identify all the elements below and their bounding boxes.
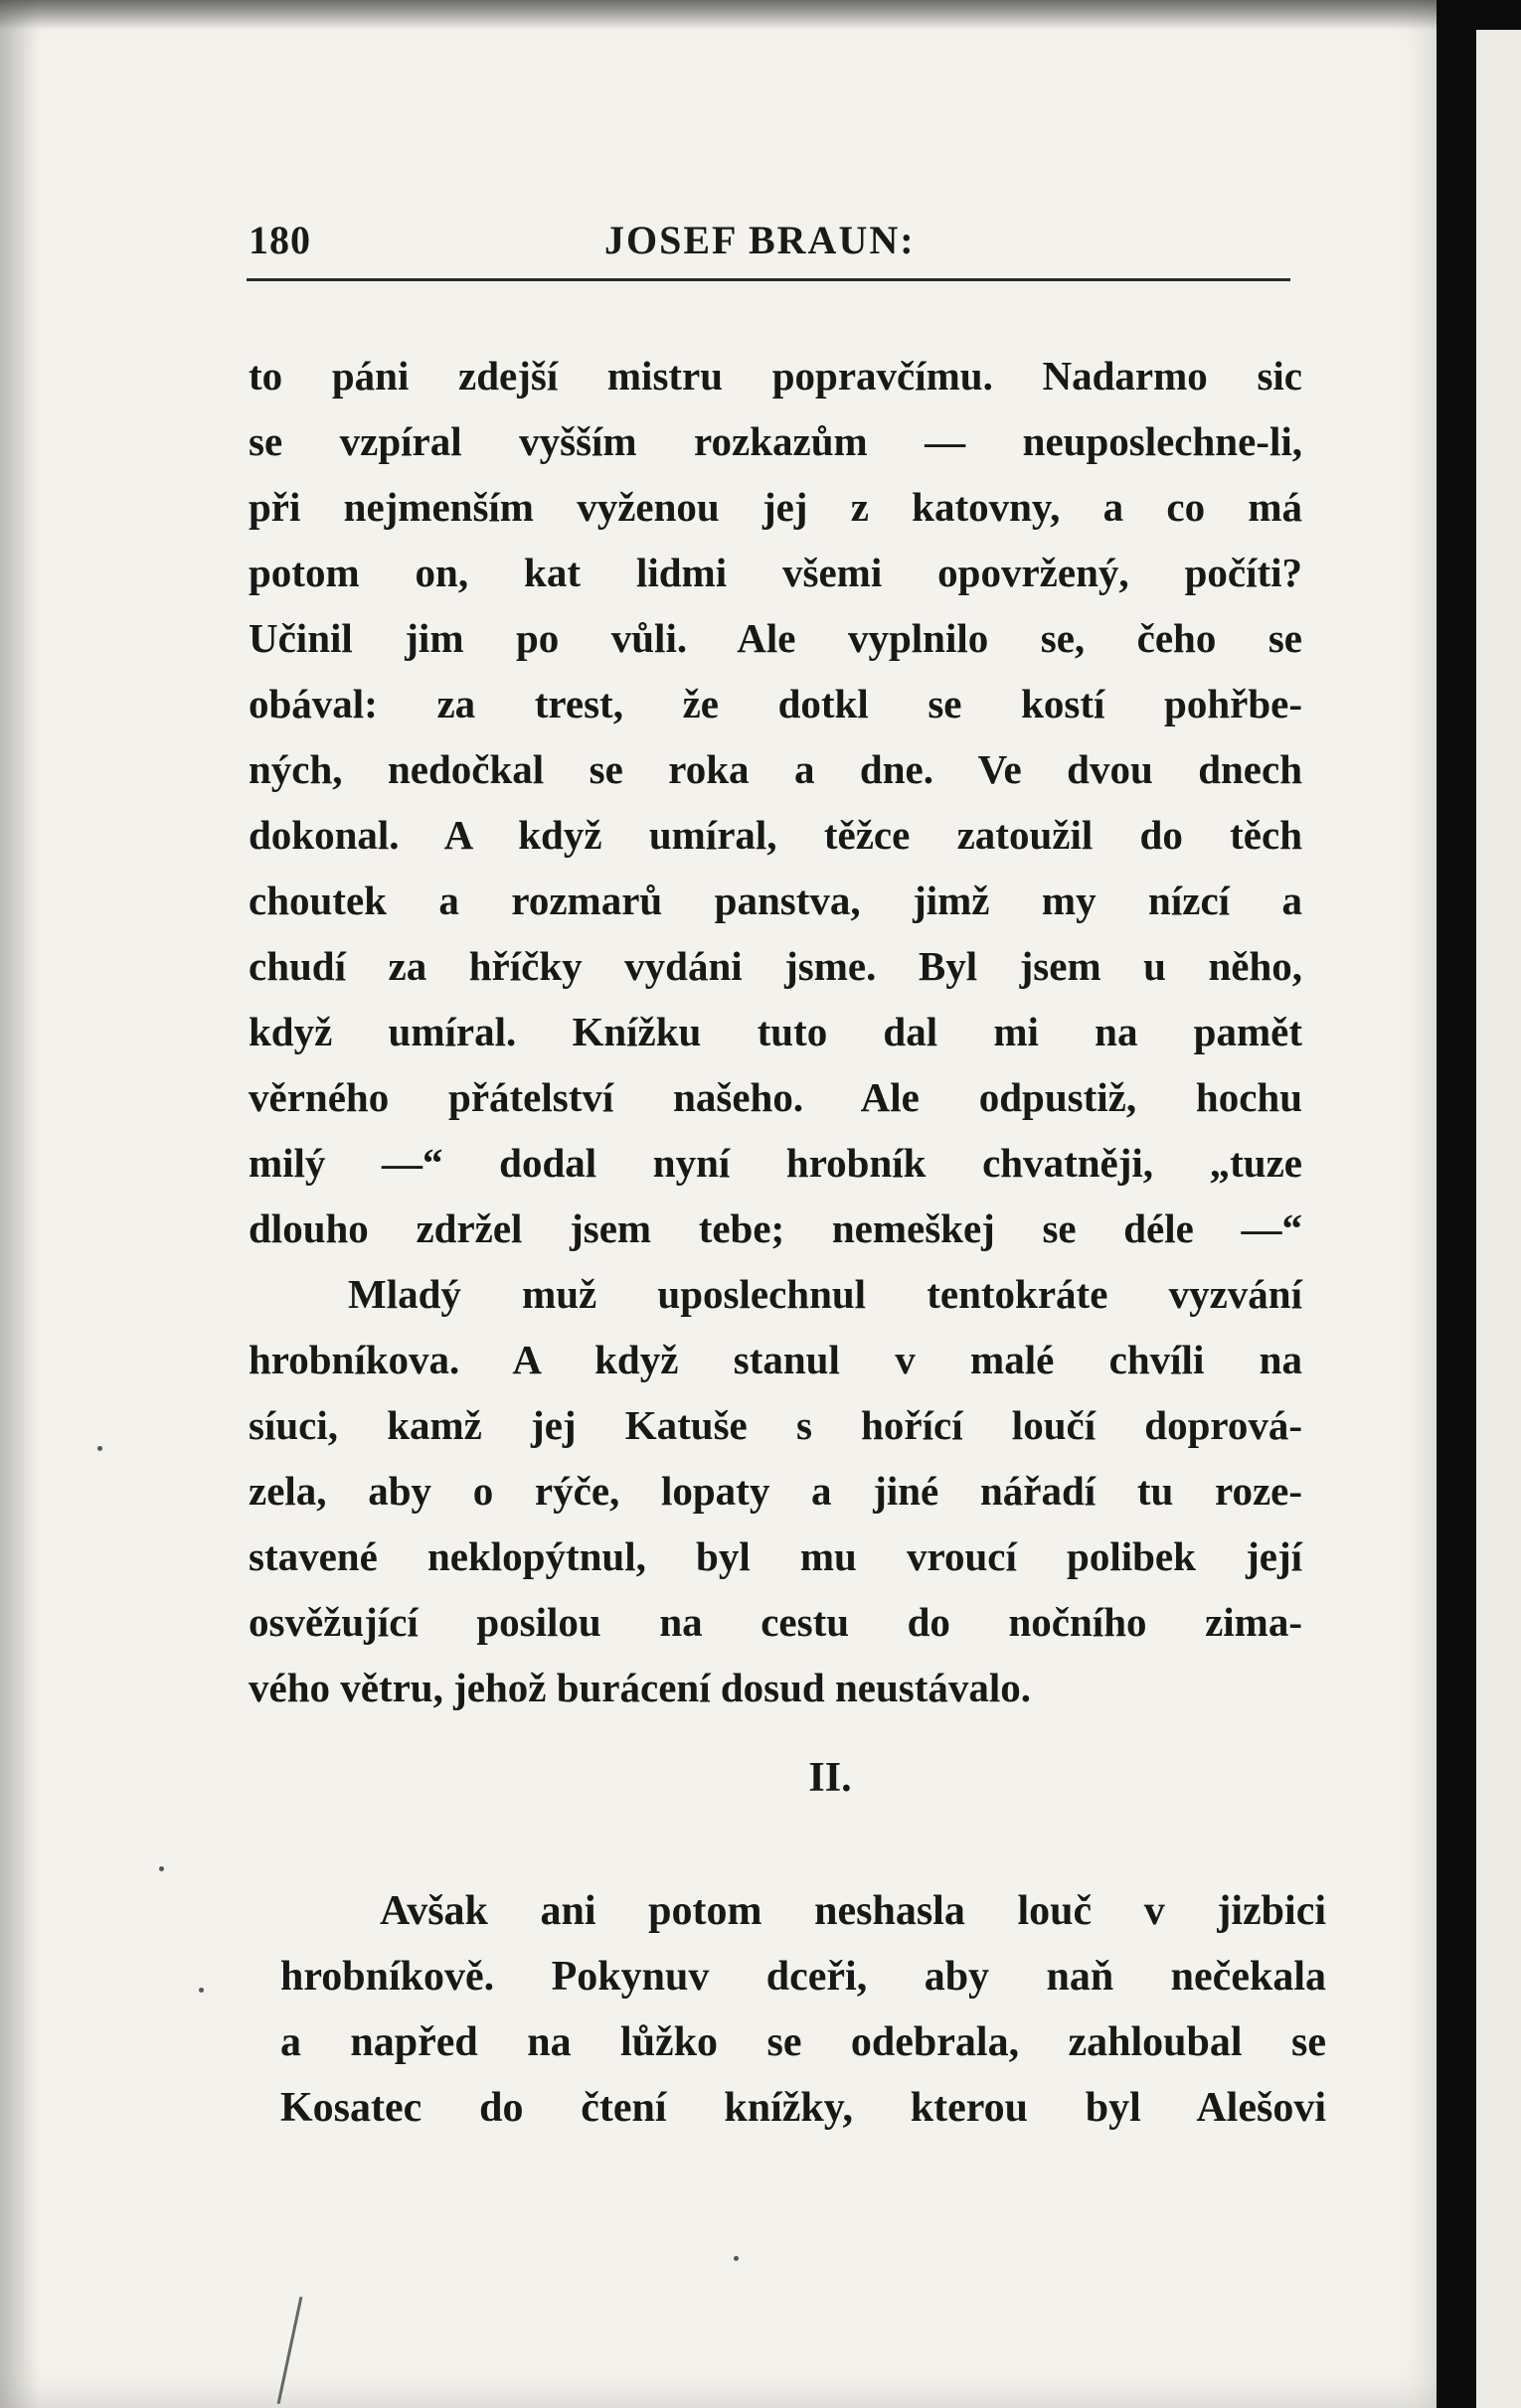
page-gutter-shadow (0, 0, 40, 2408)
text-line: dlouho zdržel jsem tebe; nemeškej se déle —“ (249, 1205, 1302, 1251)
text-line: ných, nedočkal se roka a dne. Ve dvou dnech (249, 746, 1302, 792)
text-line: stavené neklopýtnul, byl mu vroucí polibek její (249, 1533, 1302, 1579)
text-line: chudí za hříčky vydáni jsme. Byl jsem u něho, (249, 943, 1302, 989)
text-line: síuci, kamž jej Katuše s hořící loučí doprová- (249, 1402, 1302, 1448)
text-line: Avšak ani potom neshasla louč v jizbici (380, 1888, 1326, 1934)
text-line: se vzpíral vyšším rozkazům — neuposlechne-li, (249, 418, 1302, 464)
text-line: a napřed na lůžko se odebrala, zahloubal se (280, 2019, 1326, 2065)
text-line: při nejmenším vyženou jej z katovny, a co má (249, 484, 1302, 530)
paper-scratch (277, 2297, 303, 2404)
page-header (247, 209, 1290, 281)
text-line: obával: za trest, že dotkl se kostí pohřbe- (249, 681, 1302, 726)
text-line: dokonal. A když umíral, těžce zatoužil do těch (249, 812, 1302, 858)
page-number: 180 (249, 218, 311, 262)
text-line: hrobníkova. A když stanul v malé chvíli na (249, 1337, 1302, 1382)
paper-speck (199, 1988, 204, 1993)
text-line: Kosatec do čtení knížky, kterou byl Alešovi (280, 2085, 1326, 2131)
body-text-continued (280, 1878, 1326, 2141)
body-text (249, 343, 1302, 1720)
text-line: to páni zdejší mistru popravčímu. Nadarmo sic (249, 353, 1302, 399)
paper-speck (97, 1446, 102, 1451)
paper-speck (159, 1866, 164, 1871)
text-line: když umíral. Knížku tuto dal mi na pamět (249, 1009, 1302, 1054)
adjacent-page-edge (1476, 30, 1521, 2408)
page-top-shadow (0, 0, 1436, 30)
text-line: zela, aby o rýče, lopaty a jiné nářadí tu roze- (249, 1468, 1302, 1514)
text-line: milý —“ dodal nyní hrobník chvatněji, „tuze (249, 1140, 1302, 1186)
text-line: osvěžující posilou na cestu do nočního zima- (249, 1599, 1302, 1645)
text-line: Mladý muž uposlechnul tentokráte vyzvání (348, 1271, 1302, 1317)
chapter-heading: II. (808, 1755, 852, 1801)
text-line: choutek a rozmarů panstva, jimž my nízcí a (249, 878, 1302, 923)
text-line: Učinil jim po vůli. Ale vyplnilo se, čeho se (249, 615, 1302, 661)
text-line: hrobníkově. Pokynuv dceři, aby naň nečekala (280, 1954, 1326, 2000)
text-line: věrného přátelství našeho. Ale odpustiž, hochu (249, 1074, 1302, 1120)
paper-speck (734, 2256, 739, 2261)
text-line: potom on, kat lidmi všemi opovržený, počíti? (249, 550, 1302, 595)
text-line: vého větru, jehož burácení dosud neustávalo. (249, 1665, 1032, 1710)
running-head: JOSEF BRAUN: (604, 218, 916, 262)
